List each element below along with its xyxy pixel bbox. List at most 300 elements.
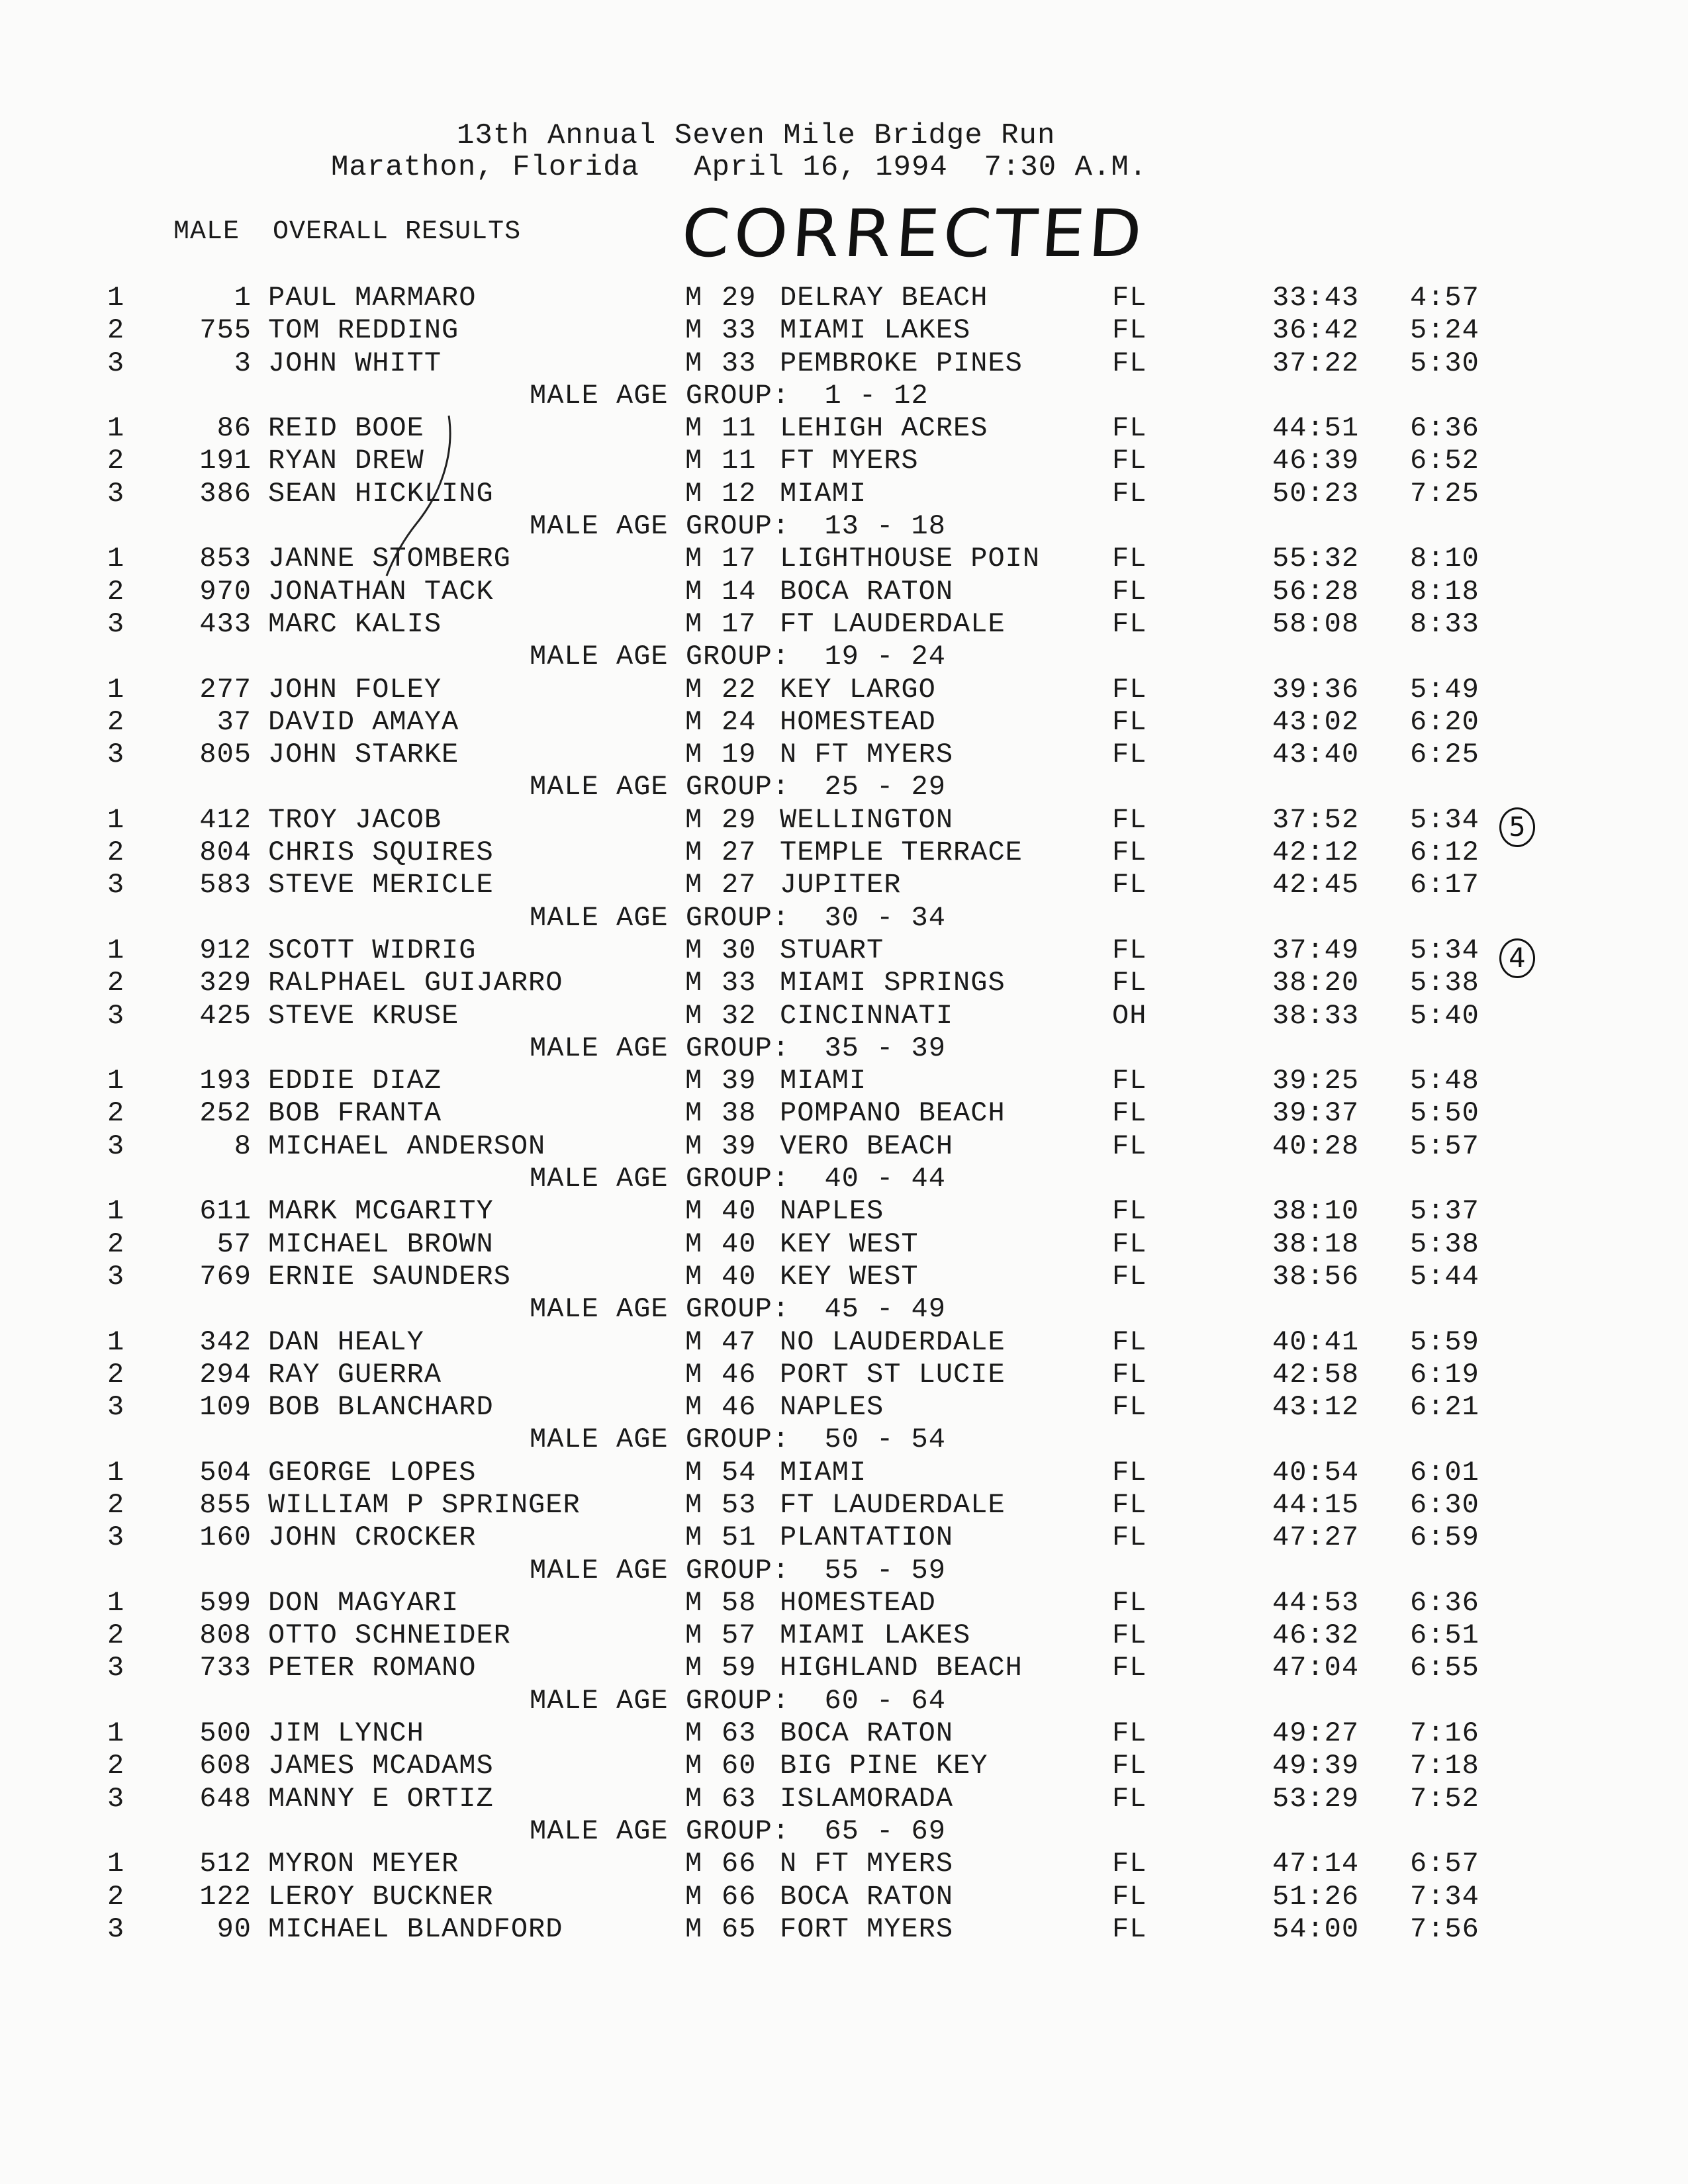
pace-cell: 5:50 <box>1410 1097 1479 1130</box>
state-cell: FL <box>1112 1326 1147 1358</box>
sex-cell: M <box>685 1326 703 1358</box>
age-cell: 33 <box>722 967 757 999</box>
bib-number-cell: 504 <box>199 1456 252 1488</box>
result-row <box>0 1881 1688 1913</box>
sex-cell: M <box>685 869 703 901</box>
place-cell: 3 <box>107 1260 125 1293</box>
runner-name-cell: RALPHAEL GUIJARRO <box>268 967 563 999</box>
state-cell: FL <box>1112 1848 1147 1880</box>
finish-time-cell: 44:53 <box>1272 1586 1360 1619</box>
age-cell: 22 <box>722 673 757 705</box>
age-cell: 53 <box>722 1488 757 1521</box>
pace-cell: 6:51 <box>1410 1619 1479 1652</box>
finish-time-cell: 44:51 <box>1272 412 1360 445</box>
age-cell: 29 <box>722 803 757 836</box>
age-cell: 11 <box>722 412 757 445</box>
sex-cell: M <box>685 1619 703 1652</box>
age-cell: 47 <box>722 1326 757 1358</box>
age-cell: 24 <box>722 705 757 738</box>
pace-cell: 6:20 <box>1410 705 1479 738</box>
age-cell: 46 <box>722 1358 757 1390</box>
sex-cell: M <box>685 967 703 999</box>
pace-cell: 4:57 <box>1410 282 1479 314</box>
sex-cell: M <box>685 477 703 510</box>
result-row <box>0 445 1688 477</box>
state-cell: FL <box>1112 1097 1147 1130</box>
pace-cell: 5:34 <box>1410 803 1479 836</box>
finish-time-cell: 47:27 <box>1272 1522 1360 1554</box>
place-cell: 3 <box>107 1391 125 1424</box>
place-cell: 3 <box>107 477 125 510</box>
result-row <box>0 967 1688 999</box>
state-cell: OH <box>1112 999 1147 1032</box>
runner-name-cell: DAN HEALY <box>268 1326 424 1358</box>
state-cell: FL <box>1112 543 1147 575</box>
state-cell: FL <box>1112 1228 1147 1260</box>
sex-cell: M <box>685 673 703 705</box>
runner-name-cell: MYRON MEYER <box>268 1848 459 1880</box>
finish-time-cell: 38:10 <box>1272 1195 1360 1228</box>
sex-cell: M <box>685 1913 703 1945</box>
city-cell: KEY WEST <box>780 1228 919 1260</box>
age-group-label: MALE AGE GROUP: 40 - 44 <box>530 1163 946 1195</box>
bib-number-cell: 329 <box>199 967 252 999</box>
sex-cell: M <box>685 1750 703 1782</box>
finish-time-cell: 44:15 <box>1272 1488 1360 1521</box>
state-cell: FL <box>1112 477 1147 510</box>
state-cell: FL <box>1112 1358 1147 1390</box>
state-cell: FL <box>1112 1130 1147 1162</box>
finish-time-cell: 39:37 <box>1272 1097 1360 1130</box>
state-cell: FL <box>1112 1260 1147 1293</box>
age-group-label: MALE AGE GROUP: 1 - 12 <box>530 379 929 412</box>
bib-number-cell: 608 <box>199 1750 252 1782</box>
finish-time-cell: 38:56 <box>1272 1260 1360 1293</box>
runner-name-cell: REID BOOE <box>268 412 424 445</box>
sex-cell: M <box>685 705 703 738</box>
runner-name-cell: PETER ROMANO <box>268 1652 477 1684</box>
age-group-heading <box>0 380 1688 412</box>
age-group-heading <box>0 1032 1688 1065</box>
bib-number-cell: 8 <box>234 1130 252 1162</box>
bib-number-cell: 500 <box>199 1717 252 1750</box>
bib-number-cell: 386 <box>199 477 252 510</box>
pace-cell: 8:33 <box>1410 608 1479 640</box>
runner-name-cell: MARK MCGARITY <box>268 1195 494 1228</box>
pace-cell: 6:59 <box>1410 1522 1479 1554</box>
age-cell: 32 <box>722 999 757 1032</box>
age-group-heading <box>0 1685 1688 1717</box>
city-cell: KEY LARGO <box>780 673 936 705</box>
state-cell: FL <box>1112 1065 1147 1097</box>
runner-name-cell: MARC KALIS <box>268 608 442 640</box>
result-row <box>0 837 1688 869</box>
runner-name-cell: RYAN DREW <box>268 445 424 477</box>
place-cell: 1 <box>107 673 125 705</box>
state-cell: FL <box>1112 1717 1147 1750</box>
runner-name-cell: BOB FRANTA <box>268 1097 442 1130</box>
pace-cell: 7:18 <box>1410 1750 1479 1782</box>
pace-cell: 6:36 <box>1410 1586 1479 1619</box>
age-group-label: MALE AGE GROUP: 25 - 29 <box>530 771 946 803</box>
bib-number-cell: 853 <box>199 543 252 575</box>
age-group-label: MALE AGE GROUP: 45 - 49 <box>530 1293 946 1326</box>
place-cell: 2 <box>107 1750 125 1782</box>
age-group-heading <box>0 510 1688 543</box>
runner-name-cell: MICHAEL BLANDFORD <box>268 1913 563 1945</box>
finish-time-cell: 53:29 <box>1272 1782 1360 1815</box>
finish-time-cell: 49:39 <box>1272 1750 1360 1782</box>
finish-time-cell: 38:20 <box>1272 967 1360 999</box>
city-cell: HOMESTEAD <box>780 1586 936 1619</box>
result-row <box>0 706 1688 739</box>
place-cell: 3 <box>107 1782 125 1815</box>
pace-cell: 5:40 <box>1410 999 1479 1032</box>
finish-time-cell: 38:33 <box>1272 999 1360 1032</box>
sex-cell: M <box>685 1097 703 1130</box>
finish-time-cell: 39:36 <box>1272 673 1360 705</box>
age-cell: 11 <box>722 445 757 477</box>
runner-name-cell: JOHN WHITT <box>268 347 442 379</box>
place-cell: 1 <box>107 1586 125 1619</box>
sex-cell: M <box>685 739 703 771</box>
finish-time-cell: 40:28 <box>1272 1130 1360 1162</box>
pace-cell: 7:52 <box>1410 1782 1479 1815</box>
result-row <box>0 804 1688 837</box>
age-cell: 63 <box>722 1717 757 1750</box>
result-row <box>0 674 1688 706</box>
place-cell: 2 <box>107 445 125 477</box>
bib-number-cell: 3 <box>234 347 252 379</box>
city-cell: MIAMI LAKES <box>780 314 971 347</box>
runner-name-cell: JOHN STARKE <box>268 739 459 771</box>
result-row <box>0 934 1688 967</box>
sex-cell: M <box>685 1880 703 1913</box>
runner-name-cell: DAVID AMAYA <box>268 705 459 738</box>
runner-name-cell: JIM LYNCH <box>268 1717 424 1750</box>
pace-cell: 5:49 <box>1410 673 1479 705</box>
city-cell: N FT MYERS <box>780 739 954 771</box>
result-row <box>0 412 1688 445</box>
state-cell: FL <box>1112 445 1147 477</box>
result-row <box>0 543 1688 575</box>
finish-time-cell: 37:22 <box>1272 347 1360 379</box>
sex-cell: M <box>685 412 703 445</box>
finish-time-cell: 38:18 <box>1272 1228 1360 1260</box>
sex-cell: M <box>685 314 703 347</box>
pace-cell: 5:59 <box>1410 1326 1479 1358</box>
bib-number-cell: 583 <box>199 869 252 901</box>
finish-time-cell: 42:58 <box>1272 1358 1360 1390</box>
age-cell: 66 <box>722 1880 757 1913</box>
place-cell: 1 <box>107 1848 125 1880</box>
age-cell: 39 <box>722 1065 757 1097</box>
state-cell: FL <box>1112 1782 1147 1815</box>
city-cell: DELRAY BEACH <box>780 282 988 314</box>
city-cell: HIGHLAND BEACH <box>780 1652 1023 1684</box>
finish-time-cell: 58:08 <box>1272 608 1360 640</box>
age-cell: 33 <box>722 314 757 347</box>
age-cell: 29 <box>722 282 757 314</box>
sex-cell: M <box>685 1065 703 1097</box>
place-cell: 3 <box>107 1652 125 1684</box>
state-cell: FL <box>1112 934 1147 966</box>
age-cell: 60 <box>722 1750 757 1782</box>
place-cell: 1 <box>107 543 125 575</box>
pace-cell: 5:44 <box>1410 1260 1479 1293</box>
city-cell: N FT MYERS <box>780 1848 954 1880</box>
state-cell: FL <box>1112 739 1147 771</box>
result-row <box>0 1097 1688 1130</box>
age-cell: 27 <box>722 837 757 869</box>
finish-time-cell: 47:14 <box>1272 1848 1360 1880</box>
bib-number-cell: 433 <box>199 608 252 640</box>
place-cell: 1 <box>107 1717 125 1750</box>
bib-number-cell: 599 <box>199 1586 252 1619</box>
result-row <box>0 1359 1688 1391</box>
finish-time-cell: 55:32 <box>1272 543 1360 575</box>
finish-time-cell: 36:42 <box>1272 314 1360 347</box>
bib-number-cell: 769 <box>199 1260 252 1293</box>
runner-name-cell: SCOTT WIDRIG <box>268 934 477 966</box>
place-cell: 2 <box>107 705 125 738</box>
state-cell: FL <box>1112 1488 1147 1521</box>
result-row <box>0 1619 1688 1652</box>
pace-cell: 5:57 <box>1410 1130 1479 1162</box>
runner-name-cell: GEORGE LOPES <box>268 1456 477 1488</box>
city-cell: LIGHTHOUSE POIN <box>780 543 1041 575</box>
place-cell: 3 <box>107 1913 125 1945</box>
result-row <box>0 576 1688 608</box>
result-row <box>0 1326 1688 1359</box>
result-row <box>0 314 1688 347</box>
bib-number-cell: 412 <box>199 803 252 836</box>
city-cell: BOCA RATON <box>780 1717 954 1750</box>
bib-number-cell: 57 <box>216 1228 252 1260</box>
age-cell: 40 <box>722 1260 757 1293</box>
state-cell: FL <box>1112 1619 1147 1652</box>
place-cell: 2 <box>107 1228 125 1260</box>
age-group-label: MALE AGE GROUP: 30 - 34 <box>530 901 946 934</box>
result-row <box>0 1783 1688 1815</box>
runner-name-cell: RAY GUERRA <box>268 1358 442 1390</box>
bib-number-cell: 90 <box>216 1913 252 1945</box>
state-cell: FL <box>1112 967 1147 999</box>
city-cell: TEMPLE TERRACE <box>780 837 1023 869</box>
results-table <box>0 282 1688 1946</box>
overall-results-label: MALE OVERALL RESULTS <box>173 217 522 247</box>
pace-cell: 8:10 <box>1410 543 1479 575</box>
finish-time-cell: 40:54 <box>1272 1456 1360 1488</box>
age-group-heading <box>0 1555 1688 1587</box>
city-cell: FT MYERS <box>780 445 919 477</box>
finish-time-cell: 40:41 <box>1272 1326 1360 1358</box>
runner-name-cell: TROY JACOB <box>268 803 442 836</box>
runner-name-cell: STEVE KRUSE <box>268 999 459 1032</box>
sex-cell: M <box>685 445 703 477</box>
sex-cell: M <box>685 1586 703 1619</box>
place-cell: 1 <box>107 282 125 314</box>
sex-cell: M <box>685 1717 703 1750</box>
result-row <box>0 1261 1688 1293</box>
finish-time-cell: 37:52 <box>1272 803 1360 836</box>
place-cell: 2 <box>107 575 125 608</box>
age-cell: 66 <box>722 1848 757 1880</box>
age-cell: 63 <box>722 1782 757 1815</box>
pace-cell: 5:37 <box>1410 1195 1479 1228</box>
age-cell: 40 <box>722 1228 757 1260</box>
finish-time-cell: 42:12 <box>1272 837 1360 869</box>
place-cell: 3 <box>107 1130 125 1162</box>
age-cell: 39 <box>722 1130 757 1162</box>
place-cell: 2 <box>107 1488 125 1521</box>
age-cell: 17 <box>722 608 757 640</box>
place-cell: 2 <box>107 967 125 999</box>
runner-name-cell: WILLIAM P SPRINGER <box>268 1488 581 1521</box>
pace-cell: 5:48 <box>1410 1065 1479 1097</box>
city-cell: NAPLES <box>780 1195 884 1228</box>
race-location-date: Marathon, Florida April 16, 1994 7:30 A.M. <box>331 151 1148 184</box>
city-cell: KEY WEST <box>780 1260 919 1293</box>
state-cell: FL <box>1112 705 1147 738</box>
city-cell: MIAMI <box>780 477 867 510</box>
finish-time-cell: 43:40 <box>1272 739 1360 771</box>
finish-time-cell: 43:02 <box>1272 705 1360 738</box>
age-group-heading <box>0 641 1688 673</box>
sex-cell: M <box>685 837 703 869</box>
city-cell: WELLINGTON <box>780 803 954 836</box>
bib-number-cell: 277 <box>199 673 252 705</box>
age-group-label: MALE AGE GROUP: 65 - 69 <box>530 1815 946 1847</box>
bib-number-cell: 1 <box>234 282 252 314</box>
place-cell: 3 <box>107 608 125 640</box>
sex-cell: M <box>685 1522 703 1554</box>
finish-time-cell: 50:23 <box>1272 477 1360 510</box>
sex-cell: M <box>685 1130 703 1162</box>
bib-number-cell: 160 <box>199 1522 252 1554</box>
bib-number-cell: 611 <box>199 1195 252 1228</box>
age-cell: 59 <box>722 1652 757 1684</box>
city-cell: PORT ST LUCIE <box>780 1358 1006 1390</box>
pace-cell: 5:24 <box>1410 314 1479 347</box>
bib-number-cell: 805 <box>199 739 252 771</box>
place-cell: 3 <box>107 869 125 901</box>
bib-number-cell: 37 <box>216 705 252 738</box>
runner-name-cell: BOB BLANCHARD <box>268 1391 494 1424</box>
age-group-heading <box>0 1293 1688 1326</box>
state-cell: FL <box>1112 608 1147 640</box>
finish-time-cell: 43:12 <box>1272 1391 1360 1424</box>
handwritten-circled-note: 5 <box>1499 807 1535 847</box>
runner-name-cell: DON MAGYARI <box>268 1586 459 1619</box>
pace-cell: 6:17 <box>1410 869 1479 901</box>
state-cell: FL <box>1112 869 1147 901</box>
result-row <box>0 1717 1688 1750</box>
pace-cell: 7:34 <box>1410 1880 1479 1913</box>
sex-cell: M <box>685 999 703 1032</box>
city-cell: MIAMI SPRINGS <box>780 967 1006 999</box>
age-cell: 38 <box>722 1097 757 1130</box>
runner-name-cell: STEVE MERICLE <box>268 869 494 901</box>
finish-time-cell: 37:49 <box>1272 934 1360 966</box>
place-cell: 1 <box>107 412 125 445</box>
runner-name-cell: JOHN CROCKER <box>268 1522 477 1554</box>
bib-number-cell: 193 <box>199 1065 252 1097</box>
sex-cell: M <box>685 575 703 608</box>
age-cell: 17 <box>722 543 757 575</box>
runner-name-cell: JONATHAN TACK <box>268 575 494 608</box>
runner-name-cell: MANNY E ORTIZ <box>268 1782 494 1815</box>
pace-cell: 6:36 <box>1410 412 1479 445</box>
pace-cell: 5:34 <box>1410 934 1479 966</box>
finish-time-cell: 47:04 <box>1272 1652 1360 1684</box>
state-cell: FL <box>1112 1195 1147 1228</box>
state-cell: FL <box>1112 1750 1147 1782</box>
sex-cell: M <box>685 347 703 379</box>
sex-cell: M <box>685 1391 703 1424</box>
result-row <box>0 1913 1688 1946</box>
result-row <box>0 1195 1688 1228</box>
bib-number-cell: 86 <box>216 412 252 445</box>
pace-cell: 6:52 <box>1410 445 1479 477</box>
result-row <box>0 478 1688 510</box>
bib-number-cell: 294 <box>199 1358 252 1390</box>
result-row <box>0 1065 1688 1097</box>
sex-cell: M <box>685 282 703 314</box>
runner-name-cell: EDDIE DIAZ <box>268 1065 442 1097</box>
state-cell: FL <box>1112 803 1147 836</box>
age-group-label: MALE AGE GROUP: 60 - 64 <box>530 1684 946 1717</box>
city-cell: STUART <box>780 934 884 966</box>
sex-cell: M <box>685 1358 703 1390</box>
place-cell: 3 <box>107 1522 125 1554</box>
place-cell: 1 <box>107 1326 125 1358</box>
pace-cell: 7:56 <box>1410 1913 1479 1945</box>
runner-name-cell: OTTO SCHNEIDER <box>268 1619 511 1652</box>
place-cell: 2 <box>107 1619 125 1652</box>
place-cell: 1 <box>107 1456 125 1488</box>
sex-cell: M <box>685 934 703 966</box>
state-cell: FL <box>1112 1913 1147 1945</box>
result-row <box>0 1848 1688 1880</box>
bib-number-cell: 109 <box>199 1391 252 1424</box>
place-cell: 2 <box>107 837 125 869</box>
city-cell: MIAMI LAKES <box>780 1619 971 1652</box>
state-cell: FL <box>1112 1456 1147 1488</box>
pace-cell: 6:12 <box>1410 837 1479 869</box>
bib-number-cell: 648 <box>199 1782 252 1815</box>
place-cell: 3 <box>107 999 125 1032</box>
bib-number-cell: 855 <box>199 1488 252 1521</box>
sex-cell: M <box>685 1848 703 1880</box>
city-cell: PLANTATION <box>780 1522 954 1554</box>
age-cell: 51 <box>722 1522 757 1554</box>
finish-time-cell: 54:00 <box>1272 1913 1360 1945</box>
pace-cell: 6:57 <box>1410 1848 1479 1880</box>
age-group-heading <box>0 1424 1688 1456</box>
city-cell: BOCA RATON <box>780 1880 954 1913</box>
finish-time-cell: 33:43 <box>1272 282 1360 314</box>
result-row <box>0 1587 1688 1619</box>
bib-number-cell: 122 <box>199 1880 252 1913</box>
place-cell: 2 <box>107 1358 125 1390</box>
finish-time-cell: 39:25 <box>1272 1065 1360 1097</box>
state-cell: FL <box>1112 1522 1147 1554</box>
result-row <box>0 1457 1688 1489</box>
runner-name-cell: CHRIS SQUIRES <box>268 837 494 869</box>
sex-cell: M <box>685 1456 703 1488</box>
bib-number-cell: 342 <box>199 1326 252 1358</box>
